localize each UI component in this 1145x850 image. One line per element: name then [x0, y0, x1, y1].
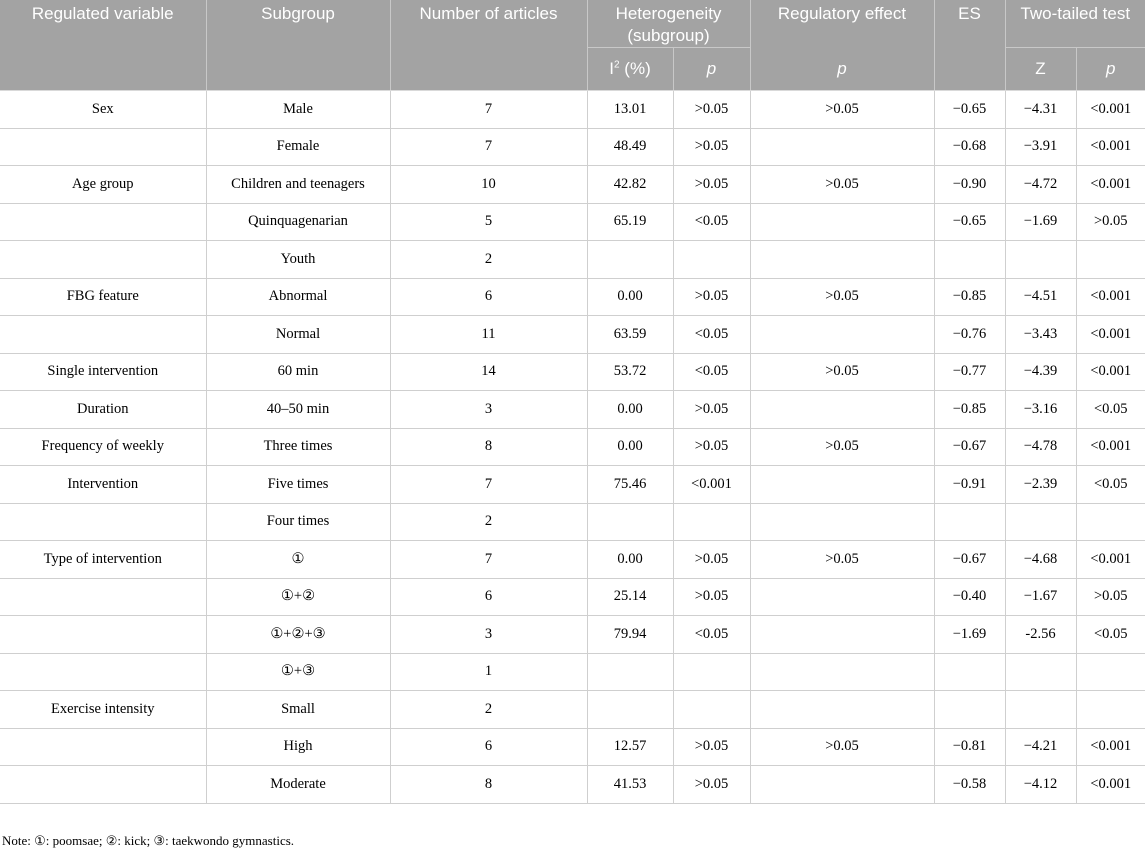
cell-heterogeneity-p: <0.05	[673, 616, 750, 654]
header-reg-p: p	[750, 48, 934, 91]
cell-number-of-articles: 7	[390, 466, 587, 504]
cell-heterogeneity-p	[673, 503, 750, 541]
cell-regulatory-p	[750, 316, 934, 354]
cell-heterogeneity-p: <0.05	[673, 203, 750, 241]
cell-regulatory-p: >0.05	[750, 91, 934, 129]
table-row	[0, 203, 1145, 241]
cell-z: −4.51	[1005, 278, 1076, 316]
cell-i2: 42.82	[587, 166, 673, 204]
cell-i2: 53.72	[587, 353, 673, 391]
cell-number-of-articles: 10	[390, 166, 587, 204]
cell-variable	[0, 578, 206, 616]
cell-two-tailed-p: <0.001	[1076, 91, 1145, 129]
table-row	[0, 241, 1145, 279]
cell-number-of-articles: 5	[390, 203, 587, 241]
cell-z: −4.21	[1005, 728, 1076, 766]
cell-two-tailed-p: <0.001	[1076, 353, 1145, 391]
cell-number-of-articles: 7	[390, 91, 587, 129]
cell-heterogeneity-p	[673, 241, 750, 279]
cell-i2: 48.49	[587, 128, 673, 166]
table-row	[0, 166, 1145, 204]
cell-variable: Exercise intensity	[0, 691, 206, 729]
cell-number-of-articles: 6	[390, 728, 587, 766]
cell-two-tailed-p: <0.001	[1076, 728, 1145, 766]
cell-regulatory-p	[750, 766, 934, 804]
cell-subgroup: ①	[206, 541, 390, 579]
cell-two-tailed-p: <0.001	[1076, 541, 1145, 579]
cell-two-tailed-p: <0.05	[1076, 616, 1145, 654]
cell-subgroup: Abnormal	[206, 278, 390, 316]
cell-es: −0.91	[934, 466, 1005, 504]
cell-two-tailed-p	[1076, 691, 1145, 729]
cell-z: −1.67	[1005, 578, 1076, 616]
cell-es: −0.68	[934, 128, 1005, 166]
cell-two-tailed-p: <0.001	[1076, 166, 1145, 204]
table-row	[0, 728, 1145, 766]
cell-heterogeneity-p: >0.05	[673, 166, 750, 204]
cell-i2	[587, 503, 673, 541]
cell-regulatory-p: >0.05	[750, 278, 934, 316]
cell-heterogeneity-p: <0.05	[673, 353, 750, 391]
cell-two-tailed-p: >0.05	[1076, 203, 1145, 241]
cell-regulatory-p: >0.05	[750, 728, 934, 766]
cell-subgroup: Female	[206, 128, 390, 166]
cell-i2: 12.57	[587, 728, 673, 766]
cell-heterogeneity-p: >0.05	[673, 91, 750, 129]
cell-variable: Single intervention	[0, 353, 206, 391]
cell-number-of-articles: 6	[390, 578, 587, 616]
cell-number-of-articles: 14	[390, 353, 587, 391]
table-row	[0, 653, 1145, 691]
cell-regulatory-p	[750, 203, 934, 241]
table-row	[0, 541, 1145, 579]
cell-number-of-articles: 7	[390, 541, 587, 579]
cell-two-tailed-p: <0.001	[1076, 766, 1145, 804]
cell-heterogeneity-p: >0.05	[673, 766, 750, 804]
cell-subgroup: Youth	[206, 241, 390, 279]
cell-z	[1005, 241, 1076, 279]
cell-number-of-articles: 1	[390, 653, 587, 691]
cell-number-of-articles: 7	[390, 128, 587, 166]
table-row	[0, 316, 1145, 354]
header-i2	[587, 48, 673, 91]
cell-two-tailed-p: <0.001	[1076, 316, 1145, 354]
cell-regulatory-p	[750, 503, 934, 541]
cell-i2	[587, 241, 673, 279]
cell-z: −4.31	[1005, 91, 1076, 129]
table-row	[0, 616, 1145, 654]
cell-variable: Type of intervention	[0, 541, 206, 579]
cell-es: −0.85	[934, 391, 1005, 429]
header-z: Z	[1005, 48, 1076, 91]
header-regulatory-effect: Regulatory effect	[750, 0, 934, 48]
cell-es	[934, 653, 1005, 691]
cell-i2: 75.46	[587, 466, 673, 504]
cell-regulatory-p	[750, 653, 934, 691]
table-row	[0, 91, 1145, 129]
cell-subgroup: 60 min	[206, 353, 390, 391]
table-row	[0, 578, 1145, 616]
cell-regulatory-p: >0.05	[750, 541, 934, 579]
cell-regulatory-p	[750, 578, 934, 616]
cell-z: −3.43	[1005, 316, 1076, 354]
cell-z	[1005, 691, 1076, 729]
cell-heterogeneity-p	[673, 653, 750, 691]
cell-subgroup: Normal	[206, 316, 390, 354]
cell-es: −0.90	[934, 166, 1005, 204]
cell-subgroup: Male	[206, 91, 390, 129]
cell-i2: 25.14	[587, 578, 673, 616]
cell-two-tailed-p	[1076, 503, 1145, 541]
table-row	[0, 353, 1145, 391]
table-row	[0, 766, 1145, 804]
cell-i2	[587, 691, 673, 729]
header-two-tailed-p: p	[1076, 48, 1145, 91]
cell-subgroup: 40–50 min	[206, 391, 390, 429]
cell-two-tailed-p: >0.05	[1076, 578, 1145, 616]
cell-variable	[0, 316, 206, 354]
cell-regulatory-p	[750, 391, 934, 429]
cell-heterogeneity-p: >0.05	[673, 278, 750, 316]
cell-subgroup: Four times	[206, 503, 390, 541]
cell-es: −0.58	[934, 766, 1005, 804]
cell-es: −0.76	[934, 316, 1005, 354]
cell-z: −4.72	[1005, 166, 1076, 204]
cell-heterogeneity-p: >0.05	[673, 391, 750, 429]
cell-i2: 79.94	[587, 616, 673, 654]
cell-i2: 0.00	[587, 428, 673, 466]
header-two-tailed-test: Two-tailed test	[1005, 0, 1145, 48]
cell-number-of-articles: 8	[390, 766, 587, 804]
cell-variable: Sex	[0, 91, 206, 129]
cell-regulatory-p: >0.05	[750, 353, 934, 391]
cell-z: −4.78	[1005, 428, 1076, 466]
cell-heterogeneity-p: >0.05	[673, 428, 750, 466]
cell-z: −3.91	[1005, 128, 1076, 166]
cell-es: −0.67	[934, 428, 1005, 466]
cell-two-tailed-p: <0.001	[1076, 278, 1145, 316]
table-row	[0, 503, 1145, 541]
cell-variable	[0, 616, 206, 654]
cell-regulatory-p	[750, 128, 934, 166]
cell-variable: FBG feature	[0, 278, 206, 316]
cell-heterogeneity-p: <0.001	[673, 466, 750, 504]
cell-i2: 41.53	[587, 766, 673, 804]
cell-z: −4.68	[1005, 541, 1076, 579]
cell-heterogeneity-p: <0.05	[673, 316, 750, 354]
cell-heterogeneity-p	[673, 691, 750, 729]
cell-es: −0.77	[934, 353, 1005, 391]
cell-two-tailed-p: <0.001	[1076, 128, 1145, 166]
cell-i2	[587, 653, 673, 691]
cell-variable	[0, 653, 206, 691]
table-row	[0, 391, 1145, 429]
cell-es: −1.69	[934, 616, 1005, 654]
cell-subgroup: Small	[206, 691, 390, 729]
cell-regulatory-p	[750, 616, 934, 654]
cell-number-of-articles: 6	[390, 278, 587, 316]
cell-heterogeneity-p: >0.05	[673, 541, 750, 579]
table-note: Note: ①: poomsae; ②: kick; ③: taekwondo gymnastics.	[2, 833, 295, 848]
cell-i2: 13.01	[587, 91, 673, 129]
cell-variable: Frequency of weekly	[0, 428, 206, 466]
header-het-p: p	[673, 48, 750, 91]
cell-number-of-articles: 8	[390, 428, 587, 466]
cell-variable	[0, 203, 206, 241]
cell-subgroup: Five times	[206, 466, 390, 504]
cell-subgroup: Three times	[206, 428, 390, 466]
cell-es: −0.65	[934, 203, 1005, 241]
header-subgroup: Subgroup	[206, 0, 390, 48]
header-regulated-variable: Regulated variable	[0, 0, 206, 48]
cell-heterogeneity-p: >0.05	[673, 128, 750, 166]
cell-variable	[0, 241, 206, 279]
cell-z	[1005, 653, 1076, 691]
cell-i2: 65.19	[587, 203, 673, 241]
table-row	[0, 691, 1145, 729]
cell-heterogeneity-p: >0.05	[673, 728, 750, 766]
cell-es: −0.81	[934, 728, 1005, 766]
header-blank	[206, 48, 390, 91]
cell-subgroup: Moderate	[206, 766, 390, 804]
header-blank	[390, 48, 587, 91]
cell-es	[934, 691, 1005, 729]
table-row	[0, 128, 1145, 166]
header-i2-suffix: (%)	[619, 59, 651, 78]
cell-subgroup: ①+②+③	[206, 616, 390, 654]
cell-es: −0.67	[934, 541, 1005, 579]
cell-es: −0.40	[934, 578, 1005, 616]
table-row	[0, 278, 1145, 316]
header-es: ES	[934, 0, 1005, 48]
cell-regulatory-p: >0.05	[750, 166, 934, 204]
cell-z: −1.69	[1005, 203, 1076, 241]
cell-number-of-articles: 2	[390, 691, 587, 729]
cell-two-tailed-p: <0.05	[1076, 466, 1145, 504]
cell-number-of-articles: 2	[390, 503, 587, 541]
cell-variable	[0, 503, 206, 541]
cell-number-of-articles: 2	[390, 241, 587, 279]
header-blank	[934, 48, 1005, 91]
cell-variable: Age group	[0, 166, 206, 204]
table-row	[0, 466, 1145, 504]
header-number-of-articles: Number of articles	[390, 0, 587, 48]
cell-i2: 63.59	[587, 316, 673, 354]
cell-subgroup: ①+②	[206, 578, 390, 616]
cell-number-of-articles: 11	[390, 316, 587, 354]
cell-regulatory-p	[750, 466, 934, 504]
header-heterogeneity: Heterogeneity (subgroup)	[587, 0, 750, 48]
cell-z	[1005, 503, 1076, 541]
cell-i2: 0.00	[587, 541, 673, 579]
cell-subgroup: High	[206, 728, 390, 766]
cell-i2: 0.00	[587, 278, 673, 316]
cell-es: −0.65	[934, 91, 1005, 129]
table-body	[0, 91, 1145, 804]
header-blank	[0, 48, 206, 91]
header-i2-prefix: I	[609, 59, 614, 78]
cell-es	[934, 503, 1005, 541]
cell-regulatory-p	[750, 691, 934, 729]
cell-regulatory-p: >0.05	[750, 428, 934, 466]
cell-variable	[0, 766, 206, 804]
cell-subgroup: Quinquagenarian	[206, 203, 390, 241]
cell-z: −3.16	[1005, 391, 1076, 429]
cell-two-tailed-p: <0.001	[1076, 428, 1145, 466]
cell-two-tailed-p	[1076, 241, 1145, 279]
cell-variable: Duration	[0, 391, 206, 429]
cell-variable: Intervention	[0, 466, 206, 504]
cell-variable	[0, 128, 206, 166]
cell-es	[934, 241, 1005, 279]
cell-subgroup: Children and teenagers	[206, 166, 390, 204]
cell-heterogeneity-p: >0.05	[673, 578, 750, 616]
table-row	[0, 428, 1145, 466]
cell-two-tailed-p: <0.05	[1076, 391, 1145, 429]
cell-variable	[0, 728, 206, 766]
header-i2-sup: 2	[614, 59, 620, 71]
cell-two-tailed-p	[1076, 653, 1145, 691]
cell-i2: 0.00	[587, 391, 673, 429]
cell-number-of-articles: 3	[390, 616, 587, 654]
cell-subgroup: ①+③	[206, 653, 390, 691]
cell-number-of-articles: 3	[390, 391, 587, 429]
cell-z: −4.39	[1005, 353, 1076, 391]
cell-z: -2.56	[1005, 616, 1076, 654]
cell-z: −4.12	[1005, 766, 1076, 804]
cell-z: −2.39	[1005, 466, 1076, 504]
cell-regulatory-p	[750, 241, 934, 279]
cell-es: −0.85	[934, 278, 1005, 316]
